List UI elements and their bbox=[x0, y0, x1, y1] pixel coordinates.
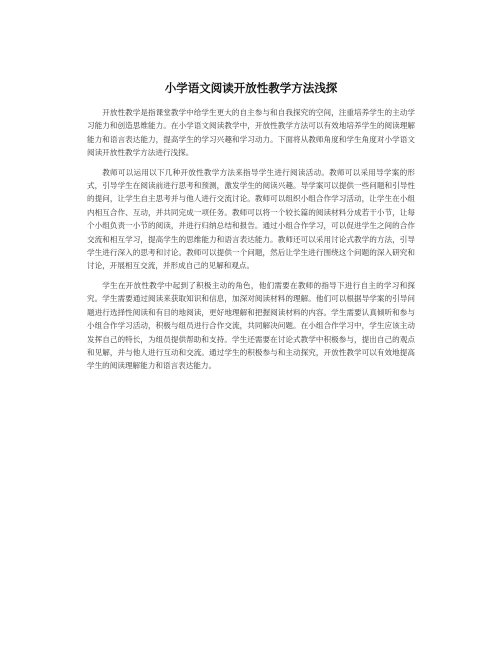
document-title: 小学语文阅读开放性教学方法浅探 bbox=[164, 81, 338, 95]
document-body bbox=[87, 106, 415, 379]
paragraph-student: 学生在开放性教学中起到了积极主动的角色，他们需要在教师的指导下进行自主的学习和探究。学生需要通过阅读来获取知识和信息，加深对阅读材料的理解。他们可以根据导学案的引导问题进行选择性阅读和有目的地阅读，更好地理解和把握阅读材料的内容。学生需要认真倾听和参与小组合作学习活动，积极与组员进行合作交流，共同解决问题。在小组合作学习中，学生应该主动发挥自己的特长，为组员提供帮助和支持。学生还需要在讨论式教学中积极参与，提出自己的观点和见解，并与他人进行互动和交流。通过学生的积极参与和主动探究，开放性教学可以有效地提高学生的阅读理解能力和语言表达能力。 bbox=[87, 280, 415, 371]
paragraph-intro: 开放性教学是指课堂教学中给学生更大的自主参与和自我探究的空间，注重培养学生的主动学习能力和创造思维能力。在小学语文阅读教学中，开放性教学方法可以有效地培养学生的阅读理解能力和语言表达能力，提高学生的学习兴趣和学习动力。下面将从教师角度和学生角度对小学语文阅读开放性教学方法进行浅探。 bbox=[87, 108, 415, 158]
paragraph-teacher: 教师可以运用以下几种开放性教学方法来指导学生进行阅读活动。教师可以采用导学案的形式，引导学生在阅读前进行思考和预测，激发学生的阅读兴趣。导学案可以提供一些问题和引导性的提问，让学生自主思考并与他人进行交流讨论。教师可以组织小组合作学习活动，让学生在小组内相互合作、互动，并共同完成一项任务。教师可以将一个较长篇的阅读材料分成若干小节，让每个小组负责一小节的阅读，并进行归纳总结和报告。通过小组合作学习，可以促进学生之间的合作交流和相互学习，提高学生的思维能力和语言表达能力。教师还可以采用讨论式教学的方法，引导学生进行深入的思考和讨论。教师可以提供一个问题，然后让学生进行围绕这个问题的深入研究和讨论，开展相互交流，并形成自己的见解和观点。 bbox=[87, 167, 415, 271]
